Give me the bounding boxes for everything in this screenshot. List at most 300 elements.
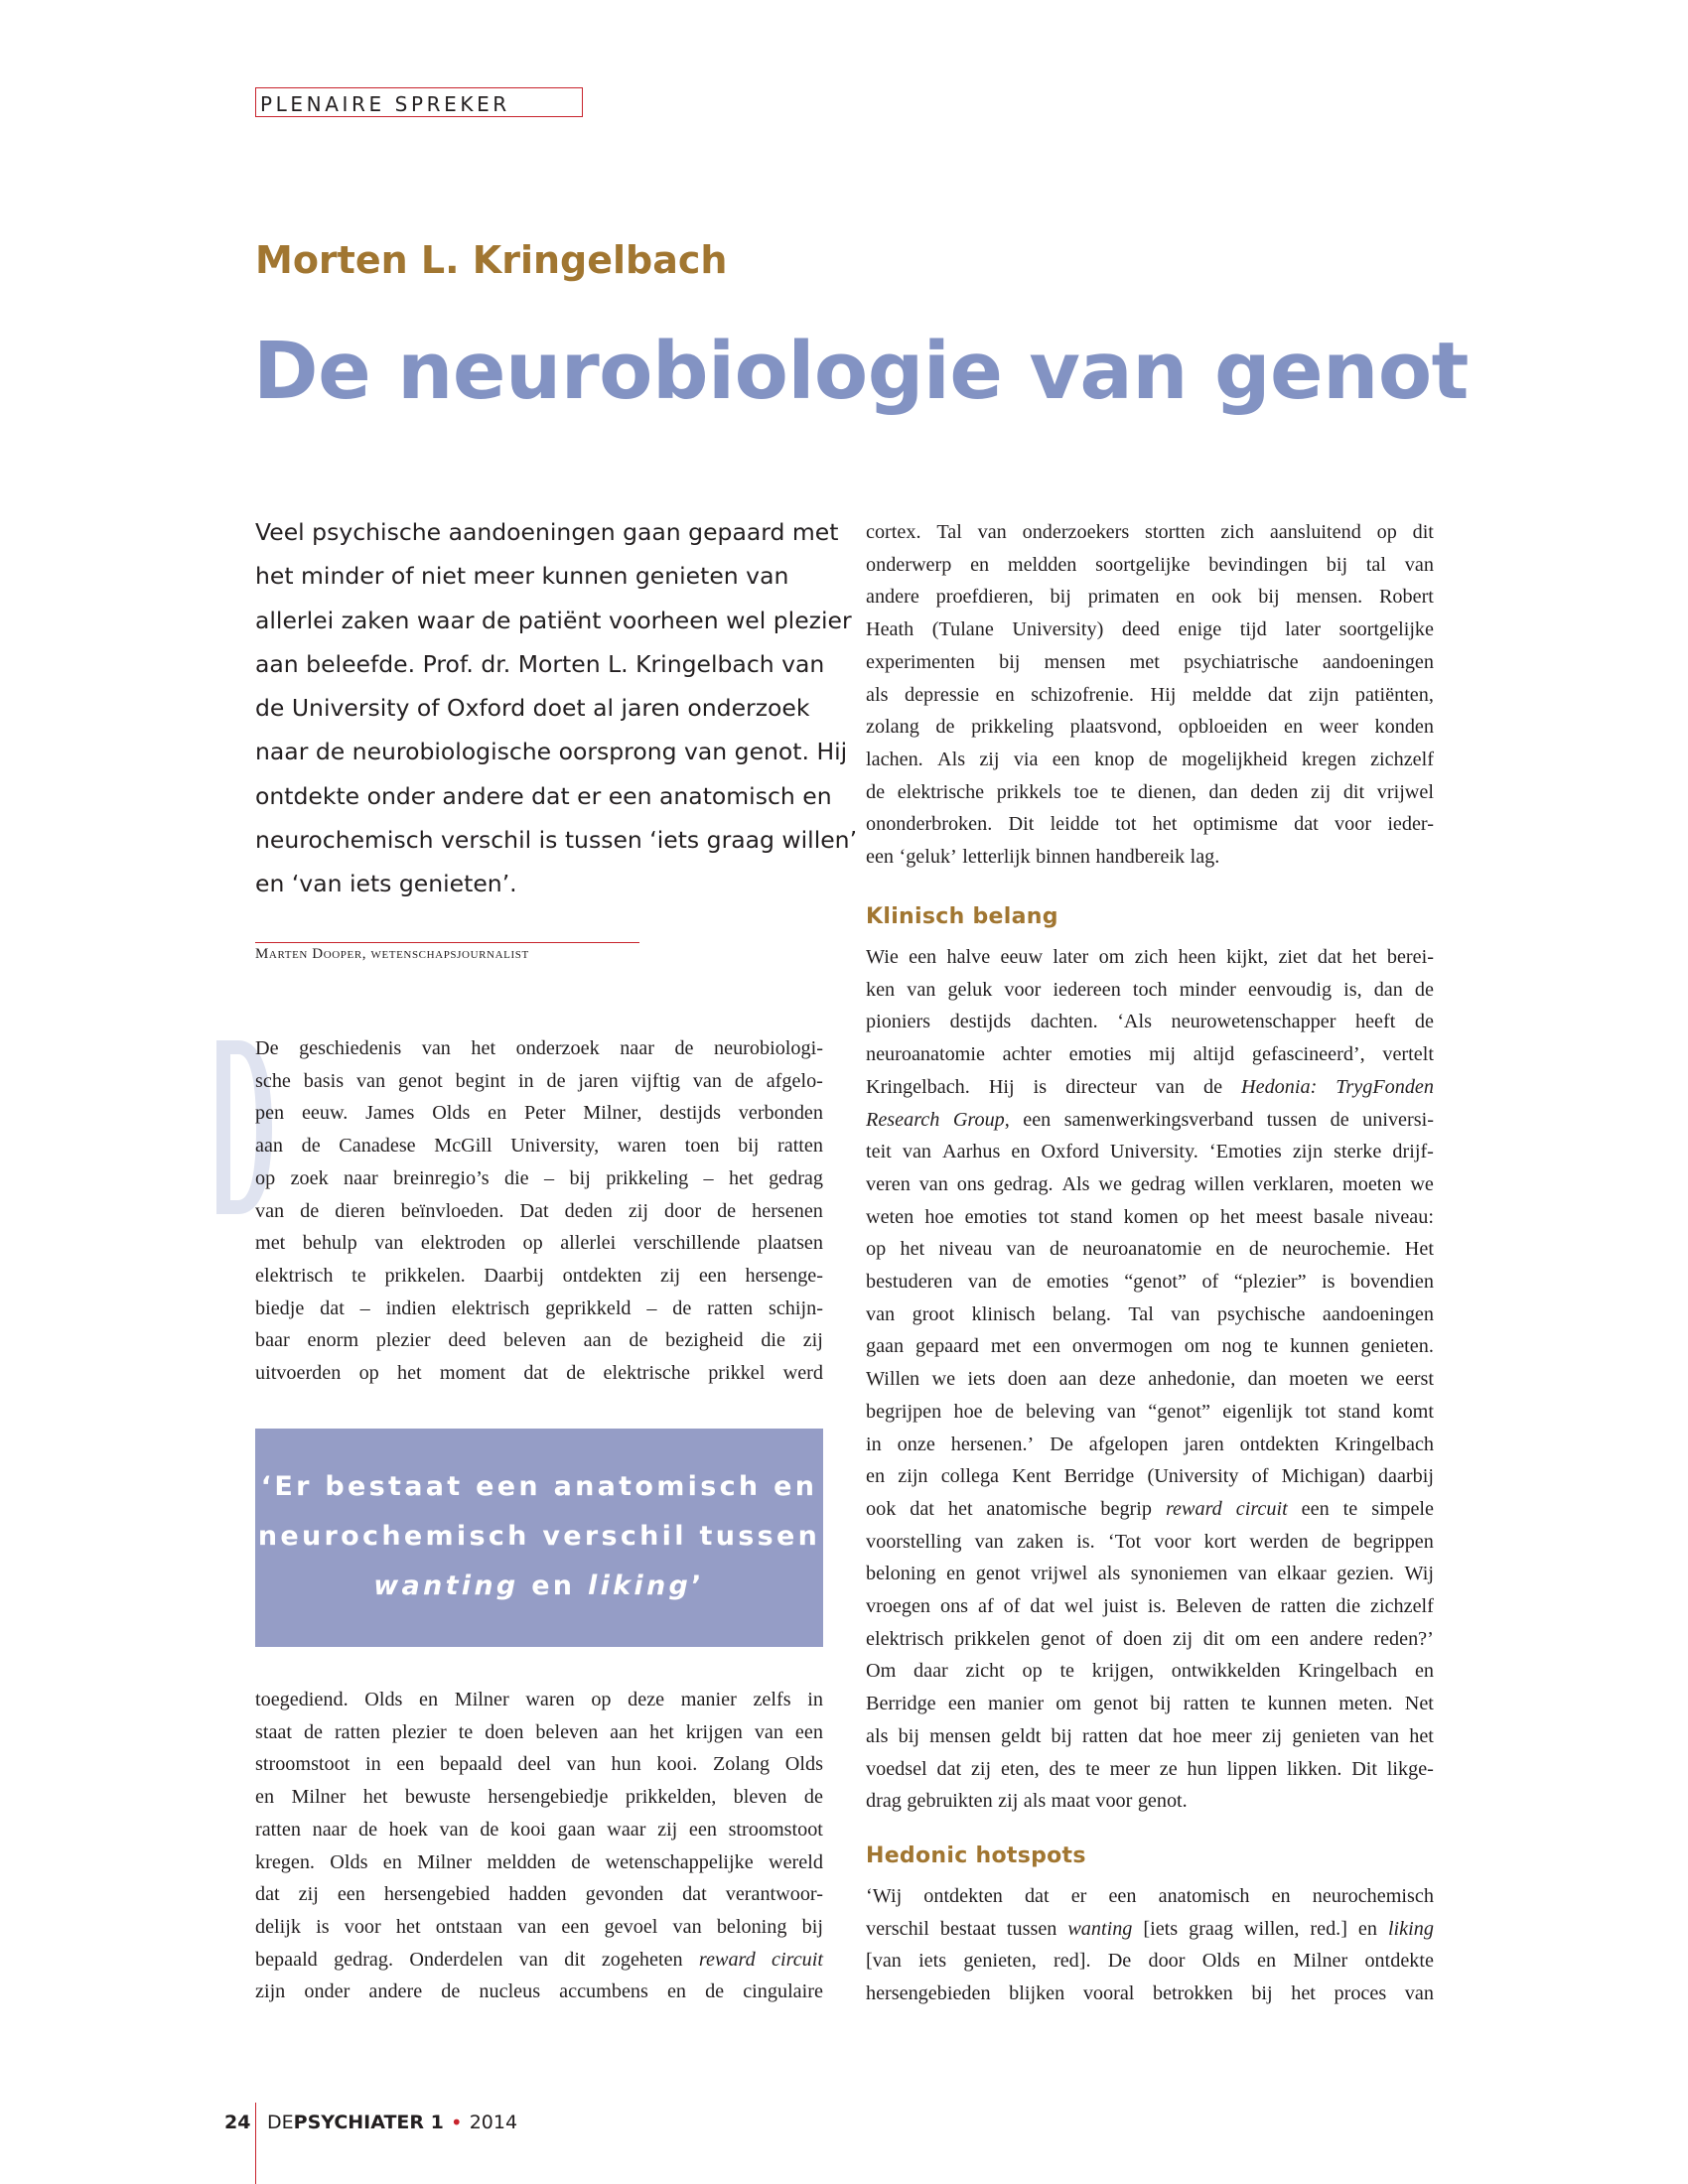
word: moment: [439, 1362, 506, 1385]
word: om: [1055, 1693, 1082, 1715]
word: zolang: [866, 716, 919, 739]
word: verantwoor-: [725, 1883, 823, 1906]
word: des: [1049, 1757, 1076, 1780]
word: (Tulane: [931, 618, 994, 641]
word: een: [396, 1753, 425, 1776]
word: genieten,: [963, 1950, 1037, 1973]
word: ratten: [1280, 1595, 1327, 1618]
byline-rule: [255, 942, 639, 943]
word: schizofrenie.: [1031, 683, 1134, 706]
word: circuit: [1235, 1497, 1288, 1520]
word: de: [357, 1818, 378, 1841]
word: waren: [525, 1689, 575, 1710]
word: dieren: [335, 1199, 385, 1222]
word: later: [1285, 618, 1322, 641]
word: op: [1022, 1660, 1043, 1683]
word: prikkeling: [606, 1166, 689, 1189]
word: reden?’: [1373, 1627, 1434, 1650]
word: “plezier”: [1233, 1271, 1307, 1294]
word: bestaat: [939, 1917, 996, 1940]
word: een: [947, 1693, 976, 1715]
word: genot: [397, 1069, 443, 1092]
word: om: [1098, 946, 1125, 968]
body-line: [866, 744, 1434, 776]
word: emoties: [1068, 1043, 1132, 1066]
word: onderwerp: [866, 553, 952, 576]
word: ken: [866, 978, 896, 1001]
word: bovendien: [1349, 1271, 1434, 1294]
word: er: [1070, 1885, 1087, 1907]
body-line: [255, 1260, 823, 1293]
word: begrippen: [1353, 1530, 1434, 1553]
word: verschillende: [633, 1232, 741, 1255]
word: hoe: [1173, 1724, 1202, 1747]
body-line: [255, 1195, 823, 1228]
word: doen: [1123, 1627, 1163, 1650]
word: het: [947, 1497, 973, 1520]
word: Berridge: [1063, 1465, 1135, 1488]
body-line: [866, 776, 1434, 809]
word: genot: [1093, 1693, 1139, 1715]
word: binnen: [1036, 846, 1091, 869]
body-column-1-top: [255, 1032, 823, 1390]
word: door: [664, 1199, 702, 1222]
word: om: [1234, 1627, 1261, 1650]
word: klinisch: [971, 1302, 1036, 1325]
word: van: [1006, 1238, 1036, 1261]
word: niveau: [938, 1238, 993, 1261]
body-line: [866, 1720, 1434, 1753]
word: van: [1404, 553, 1434, 576]
word: neurowetenschapper: [1171, 1011, 1336, 1033]
word: tussen: [1266, 1108, 1318, 1131]
word: bij: [1251, 1982, 1273, 2005]
word: geprikkeld: [545, 1297, 632, 1319]
word: Als: [1061, 1172, 1090, 1195]
word: stand: [1337, 1400, 1381, 1423]
word: andere: [368, 1980, 423, 2003]
word: als: [1097, 1563, 1121, 1585]
word: samenwerkingsverband: [1063, 1108, 1254, 1131]
word: eten,: [1000, 1757, 1040, 1780]
word: experimenten: [866, 650, 975, 673]
word: ieder-: [1387, 813, 1434, 836]
word: en: [946, 1563, 966, 1585]
body-line: [866, 516, 1434, 549]
word: prikkelden,: [625, 1786, 717, 1809]
word: hoe: [924, 1205, 954, 1228]
word: Het: [1404, 1238, 1434, 1261]
body-line: [866, 1136, 1434, 1168]
word: zij: [1172, 1627, 1194, 1650]
word: we: [1410, 1172, 1434, 1195]
word: De: [1107, 1950, 1132, 1973]
word: het: [1351, 946, 1377, 968]
word: ziet: [1278, 946, 1308, 968]
word: een: [561, 1915, 590, 1938]
word: de: [546, 1069, 566, 1092]
word: en: [419, 1689, 439, 1710]
word: ononderbroken.: [866, 813, 993, 836]
word: daar: [914, 1660, 948, 1683]
word: op: [255, 1166, 276, 1189]
word: van: [439, 1818, 469, 1841]
word: de: [994, 1400, 1014, 1423]
word: naar: [312, 1818, 348, 1841]
word: basis: [303, 1069, 345, 1092]
word: emoties: [1046, 1271, 1109, 1294]
word: en: [995, 683, 1015, 706]
word: meer: [1109, 1757, 1150, 1780]
word: delijk: [255, 1915, 301, 1938]
word: het: [1409, 1724, 1434, 1747]
word: dat: [910, 1497, 934, 1520]
word: te: [1059, 1660, 1075, 1683]
word: neuroanatomie: [866, 1043, 985, 1066]
body-line: [866, 646, 1434, 679]
word: likge-: [1386, 1757, 1434, 1780]
word: een: [1108, 1885, 1137, 1907]
word: hun: [1187, 1757, 1217, 1780]
intro-line: de University of Oxford doet al jaren onderzoek: [255, 694, 810, 723]
word: Aarhus: [942, 1141, 1001, 1163]
word: Olds: [432, 1102, 471, 1125]
word: veren: [866, 1172, 911, 1195]
word: het: [900, 1238, 925, 1261]
word: prikkelen: [954, 1627, 1031, 1650]
word: bij: [1326, 553, 1348, 576]
word: een: [909, 946, 937, 968]
word: weer: [1319, 716, 1358, 739]
word: beloning: [716, 1915, 787, 1938]
word: waren: [617, 1135, 667, 1158]
word: van: [1171, 1302, 1200, 1325]
word: eigenlijk: [1222, 1400, 1293, 1423]
word: vrijwel: [1031, 1563, 1088, 1585]
word: dat: [320, 1297, 345, 1319]
word: door: [1148, 1950, 1186, 1973]
word: enorm: [307, 1329, 359, 1352]
intro-line: ontdekte onder andere dat er een anatomisch en: [255, 781, 832, 810]
word: op: [1376, 521, 1397, 543]
word: jaren: [578, 1069, 619, 1092]
word: kort: [1203, 1530, 1237, 1553]
word: deze: [628, 1689, 665, 1710]
word: De: [1050, 1433, 1073, 1455]
word: via: [1013, 748, 1039, 770]
word: begrijpen: [866, 1400, 942, 1423]
word: “genot”: [1148, 1400, 1211, 1423]
word: Milner: [1293, 1950, 1348, 1973]
word: een: [337, 1883, 365, 1906]
word: stroomstoot: [255, 1753, 351, 1776]
word: University.: [1109, 1141, 1198, 1163]
word: Beleven: [1176, 1595, 1242, 1618]
byline: Marten Dooper, wetenschapsjournalist: [255, 946, 529, 962]
word: collega: [940, 1465, 1000, 1488]
word: ratten: [1082, 1724, 1129, 1747]
word: de: [1012, 1271, 1032, 1294]
word: likken.: [1286, 1757, 1342, 1780]
word: van: [754, 1720, 783, 1743]
word: is.: [1076, 1530, 1095, 1553]
word: voor: [1335, 813, 1372, 836]
word: om: [1184, 1335, 1210, 1358]
word: uitvoerden: [255, 1362, 342, 1385]
word: nucleus: [479, 1980, 541, 2003]
word: Tal: [1128, 1302, 1154, 1325]
word: zij: [802, 1329, 823, 1352]
word: tussen: [1006, 1917, 1057, 1940]
word: Dit: [1351, 1757, 1377, 1780]
word: blijken: [1009, 1982, 1065, 2005]
body-line: [866, 1038, 1434, 1071]
word: gedrag: [1130, 1172, 1186, 1195]
body-line: [866, 1945, 1434, 1978]
word: iets: [918, 1950, 947, 1973]
pull-quote-line: ‘Er bestaat een anatomisch en: [260, 1471, 818, 1502]
word: op: [866, 1238, 887, 1261]
word: cingulaire: [743, 1980, 823, 2003]
body-line: [255, 1032, 823, 1065]
word: Tal: [936, 521, 962, 543]
intro-line: naar de neurobiologische oorsprong van genot. Hij: [255, 738, 848, 766]
word: University): [1012, 618, 1104, 641]
word: van: [692, 1069, 722, 1092]
word: minder: [1179, 978, 1236, 1001]
word: pen: [255, 1102, 285, 1125]
word: Group,: [952, 1108, 1010, 1131]
body-line: [866, 1006, 1434, 1038]
word: in: [807, 1689, 823, 1710]
word: mensen: [929, 1724, 991, 1747]
word: en: [488, 1102, 507, 1125]
body-line: [255, 1781, 823, 1814]
word: schijn-: [768, 1297, 823, 1319]
word: is: [316, 1915, 330, 1938]
word: ons: [956, 1172, 985, 1195]
word: geldt: [1000, 1724, 1042, 1747]
word: bepaald: [439, 1753, 502, 1776]
word: en: [666, 1980, 686, 2003]
word: hersengebieden: [866, 1982, 991, 2005]
word: bij: [1258, 586, 1280, 609]
word: dat: [936, 1757, 962, 1780]
word: mogelijkheid: [1182, 748, 1288, 770]
word: zich: [1220, 521, 1255, 543]
word: gebruikten: [907, 1790, 993, 1813]
word: TrygFonden: [1336, 1075, 1434, 1098]
body-line: [866, 841, 1434, 874]
word: te: [1085, 1757, 1100, 1780]
word: werd: [782, 1362, 823, 1385]
word: ons: [939, 1595, 969, 1618]
word: neurochemisch: [1312, 1885, 1434, 1907]
word: dachten.: [1030, 1011, 1098, 1033]
word: te: [1263, 1335, 1279, 1358]
word: manier: [988, 1693, 1045, 1715]
word: Dat: [519, 1199, 549, 1222]
word: aandoeningen: [1322, 650, 1434, 673]
word: wel: [1064, 1595, 1094, 1618]
word: bestuderen: [866, 1271, 953, 1294]
word: Oxford: [1041, 1141, 1099, 1163]
footer: [224, 2111, 517, 2134]
word: zelfs: [753, 1689, 791, 1710]
word: Olds: [330, 1850, 368, 1873]
word: Kent: [1012, 1465, 1052, 1488]
word: ratten: [777, 1135, 823, 1158]
word: dit: [1342, 780, 1365, 803]
word: dat: [255, 1883, 280, 1906]
word: anatomische: [986, 1497, 1087, 1520]
word: gedrag.: [993, 1172, 1054, 1195]
word: bij: [1150, 1693, 1172, 1715]
body-line: [866, 941, 1434, 974]
word: we: [1098, 1172, 1122, 1195]
word: indien: [385, 1297, 437, 1319]
body-line: [866, 1104, 1434, 1137]
word: de: [1330, 1108, 1349, 1131]
word: en: [866, 1465, 886, 1488]
word: van: [566, 1753, 596, 1776]
word: vertelt: [1382, 1043, 1434, 1066]
word: iedereen: [1053, 978, 1121, 1001]
word: in: [364, 1753, 381, 1776]
word: dat: [1030, 1595, 1055, 1618]
word: Wie: [866, 946, 899, 968]
word: Als: [937, 748, 966, 770]
word: dan: [1247, 1368, 1277, 1391]
word: University,: [510, 1135, 600, 1158]
word: zij: [657, 1818, 678, 1841]
word: elektrisch: [255, 1264, 334, 1287]
word: dit: [564, 1948, 586, 1971]
word: we: [931, 1368, 956, 1391]
word: met: [1129, 650, 1160, 673]
word: een: [1271, 1627, 1300, 1650]
word: elektrisch: [866, 1627, 944, 1650]
word: Wij: [1404, 1563, 1434, 1585]
section-heading-hedonic-hotspots: Hedonic hotspots: [866, 1843, 1086, 1868]
word: krijgen: [685, 1720, 743, 1743]
word: bevindingen: [1208, 553, 1309, 576]
word: mensen: [1044, 650, 1106, 673]
word: in: [866, 1433, 882, 1455]
word: voorstelling: [866, 1530, 962, 1553]
word: De: [255, 1037, 279, 1059]
word: patiënten,: [1354, 683, 1434, 706]
body-line: [255, 1878, 823, 1911]
word: de: [1414, 978, 1434, 1001]
word: van: [517, 1915, 547, 1938]
word: die: [1336, 1595, 1361, 1618]
word: de: [441, 1980, 461, 2003]
word: jaren: [1184, 1433, 1224, 1455]
word: dat: [1138, 1724, 1163, 1747]
word: soortgelijke: [1338, 618, 1434, 641]
word: zijn: [255, 1980, 286, 2003]
word: is.: [1147, 1595, 1167, 1618]
intro-line: en ‘van iets genieten’.: [255, 870, 517, 898]
body-line: [255, 1130, 823, 1162]
body-line: [255, 1227, 823, 1260]
body-line: [255, 1162, 823, 1195]
word: eerst: [1395, 1368, 1434, 1391]
word: zaken: [1016, 1530, 1064, 1553]
word: het: [1152, 813, 1178, 836]
word: gevoel: [604, 1915, 658, 1938]
word: Kringelbach.: [866, 1075, 970, 1098]
word: kijkt,: [1226, 946, 1269, 968]
word: groot: [912, 1302, 955, 1325]
word: en: [1284, 716, 1304, 739]
word: dienen,: [1137, 780, 1196, 803]
word: deden: [1250, 780, 1299, 803]
word: we: [1359, 1368, 1384, 1391]
word: ontstaan: [435, 1915, 502, 1938]
body-line: [866, 1233, 1434, 1266]
word: van: [1237, 1563, 1267, 1585]
word: hersenen: [752, 1199, 823, 1222]
word: genot.: [1137, 1790, 1188, 1813]
word: zichzelf: [1370, 748, 1434, 770]
word: hersenge-: [745, 1264, 823, 1287]
word: de: [1202, 1075, 1223, 1098]
magazine-name-prefix: DE: [267, 2112, 294, 2133]
word: van: [374, 1232, 404, 1255]
word: gedrag: [769, 1166, 823, 1189]
word: een: [1033, 1335, 1061, 1358]
word: de: [1321, 1530, 1340, 1553]
word: zicht: [965, 1660, 1005, 1683]
word: liking: [1387, 1917, 1434, 1940]
word: dat: [1267, 683, 1293, 706]
word: plaatsen: [757, 1232, 823, 1255]
word: meest: [1255, 1205, 1303, 1228]
word: van: [1404, 1982, 1434, 2005]
word: bij: [898, 1724, 919, 1747]
word: soortgelijke: [1095, 553, 1191, 576]
body-line: [255, 1814, 823, 1846]
word: elektrische: [603, 1362, 690, 1385]
word: zij: [659, 1264, 681, 1287]
body-line: [866, 1168, 1434, 1201]
word: en: [970, 553, 990, 576]
word: hersenen.’: [950, 1433, 1035, 1455]
word: Zolang: [712, 1753, 771, 1776]
word: ontdekte: [1364, 1950, 1434, 1973]
word: Milner,: [583, 1102, 642, 1125]
word: de: [566, 1362, 586, 1385]
word: basale: [1313, 1205, 1364, 1228]
word: synoniemen: [1130, 1563, 1228, 1585]
word: universi-: [1362, 1108, 1434, 1131]
word: geschiedenis: [299, 1037, 402, 1059]
word: zichzelf: [1370, 1595, 1434, 1618]
word: hun: [611, 1753, 641, 1776]
word: betrokken: [1153, 1982, 1233, 2005]
word: Berridge: [866, 1693, 936, 1715]
word: Dit: [1008, 813, 1035, 836]
body-line: [255, 1324, 823, 1357]
word: verschil: [866, 1917, 929, 1940]
word: psychiatrische: [1184, 650, 1299, 673]
word: een: [1023, 1108, 1052, 1131]
word: bleven: [733, 1786, 787, 1809]
word: James: [365, 1102, 415, 1125]
word: ratten: [707, 1297, 754, 1319]
